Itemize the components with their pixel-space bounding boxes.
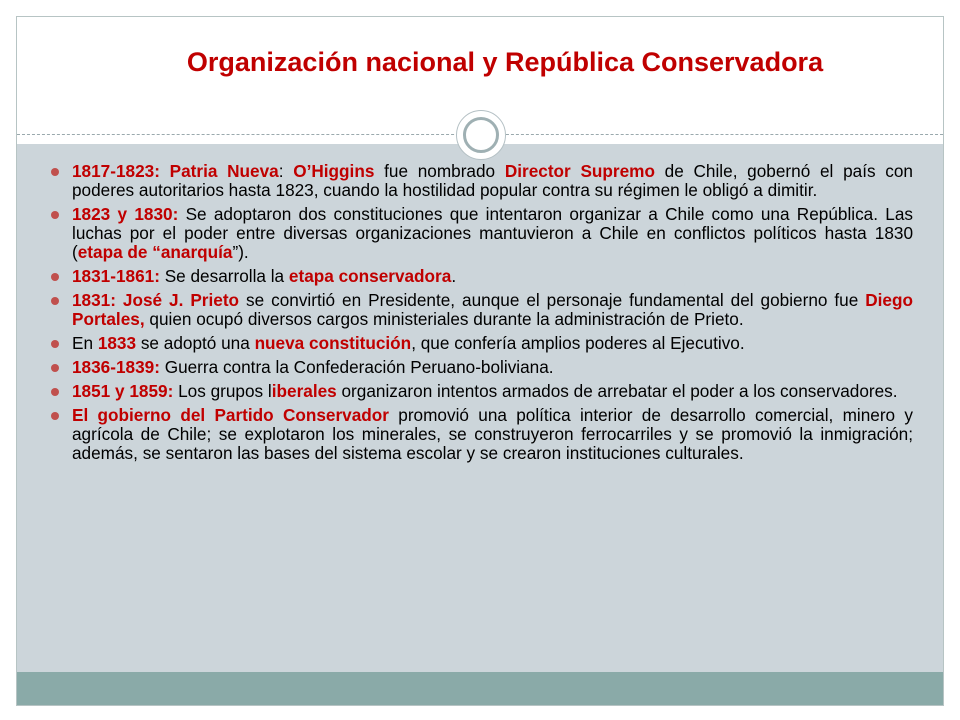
highlight-text: nueva constitución [254,333,412,353]
highlight-text: 1836-1839: [72,357,160,377]
body-text [160,161,170,181]
highlight-text: “anarquía [152,242,233,262]
body-text: Los grupos l [173,381,272,401]
body-text: se convirtió en Presidente, aunque el personaje fundamental del gobierno fue [239,290,866,310]
highlight-text: etapa de [77,242,153,262]
circle-ring [463,117,499,153]
body-text [116,290,123,310]
body-text: se adoptó una [136,333,255,353]
bullet-dot-icon [51,412,59,420]
body-text: organizaron intentos armados de arrebatar el poder a los conservadores. [336,381,898,401]
body-text: de Chile, gobernó el país con poderes autoritarios hasta 1823, cuando la hostilidad popular contra su régimen le obligó a dimitir. [72,161,913,200]
bullet-item [51,205,913,262]
highlight-text: 1831-1861: [72,266,160,286]
bullet-item [51,291,913,329]
bullet-item [51,334,913,353]
body-text: quien ocupó diversos cargos ministeriales durante la administración de Prieto. [144,309,744,329]
highlight-text: Patria Nueva [169,161,279,181]
bullet-dot-icon [51,340,59,348]
highlight-text: O’Higgins [293,161,375,181]
bullet-list [51,162,913,468]
highlight-text: José J. Prieto [122,290,240,310]
bullet-item [51,162,913,200]
highlight-text: 1833 [97,333,137,353]
slide-frame [16,16,944,706]
highlight-text: iberales [271,381,337,401]
bullet-item [51,406,913,463]
body-text: En [72,333,98,353]
highlight-text: , [139,309,145,329]
highlight-text: 1823 y 1830: [72,204,179,224]
bullet-dot-icon [51,297,59,305]
highlight-text: 1817-1823: [72,161,160,181]
bullet-dot-icon [51,388,59,396]
highlight-text: etapa conservadora [288,266,452,286]
bullet-dot-icon [51,211,59,219]
footer-band [17,672,943,705]
highlight-text: 1831: [72,290,116,310]
body-text: promovió una política interior de desarrollo comercial, minero y agrícola de Chile; se explotaron los minerales, se construyeron ferrocarriles y se promovió la inmigración; además, se sentaron las bases del sistema escolar y se crearon instituciones culturales. [72,405,913,463]
circle-ornament-icon [456,110,506,160]
body-text: Se adoptaron dos constituciones que intentaron organizar a Chile como una República. Las luchas por el poder entre diversas organizaciones mantuvieron a Chile en conflictos políticos hasta 1830 ( [72,204,913,262]
body-text: Guerra contra la Confederación Peruano-boliviana. [159,357,554,377]
highlight-text: Director Supremo [504,161,655,181]
slide-title: Organización nacional y República Conservadora [186,47,824,77]
bullet-item [51,267,913,286]
highlight-text: Diego Portales [72,290,913,329]
bullet-item [51,382,913,401]
bullet-dot-icon [51,273,59,281]
body-text: ”). [232,242,249,262]
bullet-dot-icon [51,364,59,372]
body-text: , que confería amplios poderes al Ejecutivo. [411,333,745,353]
body-text: Se desarrolla la [159,266,289,286]
body-text: . [451,266,457,286]
highlight-text: 1851 y 1859: [72,381,174,401]
highlight-text: El gobierno del Partido Conservador [72,405,389,425]
body-text: : [278,161,294,181]
bullet-dot-icon [51,168,59,176]
body-text: fue nombrado [374,161,505,181]
bullet-item [51,358,913,377]
